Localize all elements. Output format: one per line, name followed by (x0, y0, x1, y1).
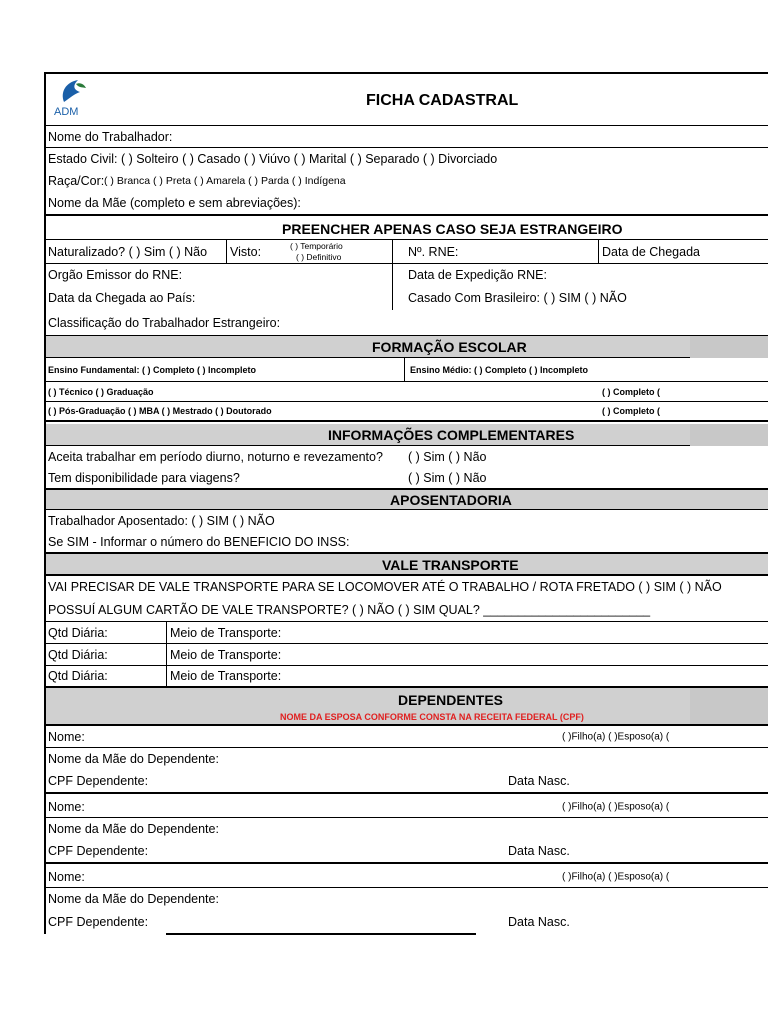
dependentes-note: NOME DA ESPOSA CONFORME CONSTA NA RECEITA FEDERAL (CPF) (280, 712, 584, 722)
row-dependente-1-nome[interactable] (46, 726, 768, 748)
section-estrangeiro (46, 218, 768, 240)
section-dependentes-title: DEPENDENTES (398, 692, 504, 708)
row-nome-trabalhador[interactable] (46, 126, 768, 148)
registration-form (44, 72, 768, 934)
row-naturalizado[interactable] (46, 240, 768, 264)
row-beneficio[interactable] (46, 532, 768, 554)
nome-trabalhador-label: Nome do Trabalhador: (48, 129, 173, 144)
viagens-options: ( ) Sim ( ) Não (408, 471, 487, 485)
section-estrangeiro-title: PREENCHER APENAS CASO SEJA ESTRANGEIRO (282, 221, 623, 237)
row-dependente-2-mae[interactable] (46, 818, 768, 840)
data-expedicao-label: Data de Expedição RNE: (408, 268, 547, 282)
data-chegada-label: Data de Chegada (602, 244, 700, 259)
visto-label: Visto: (230, 244, 262, 259)
meio-transporte-label: Meio de Transporte: (170, 625, 282, 640)
raca-options: ( ) Branca ( ) Preta ( ) Amarela ( ) Parda ( ) Indígena (104, 175, 346, 187)
dependente-mae-label: Nome da Mãe do Dependente: (48, 892, 219, 906)
visto-definitivo: ( ) Definitivo (296, 252, 342, 262)
rne-label: Nº. RNE: (408, 244, 459, 259)
raca-label: Raça/Cor: (48, 174, 105, 188)
casado-brasileiro-label: Casado Com Brasileiro: ( ) SIM ( ) NÃO (408, 291, 627, 305)
vale-question-2: POSSUÍ ALGUM CARTÃO DE VALE TRANSPORTE? ( ) NÃO ( ) SIM QUAL? ________________________ (48, 602, 651, 617)
ensino-medio-label: Ensino Médio: ( ) Completo ( ) Incompleto (410, 364, 588, 375)
section-aposentadoria (46, 490, 768, 510)
row-dependente-3-mae[interactable] (46, 888, 768, 910)
row-aposentado[interactable] (46, 510, 768, 532)
tecnico-completo: ( ) Completo ( (602, 386, 660, 397)
classificacao-label: Classificação do Trabalhador Estrangeiro: (48, 315, 281, 330)
divider (166, 622, 167, 643)
section-complementares (46, 424, 768, 446)
row-dependente-3-nome[interactable] (46, 866, 768, 888)
section-formacao-title: FORMAÇÃO ESCOLAR (372, 339, 527, 355)
qtd-diaria-label: Qtd Diária: (48, 647, 108, 662)
section-complementares-title: INFORMAÇÕES COMPLEMENTARES (328, 427, 575, 443)
pos-graduacao-label: ( ) Pós-Graduação ( ) MBA ( ) Mestrado ( ) Doutorado (48, 406, 272, 416)
row-transporte-3[interactable] (46, 666, 768, 688)
beneficio-label: Se SIM - Informar o número do BENEFICIO DO INSS: (48, 535, 350, 549)
row-orgao-emissor[interactable] (46, 264, 768, 286)
dependente-mae-label: Nome da Mãe do Dependente: (48, 822, 219, 836)
dependente-parentesco: ( )Filho(a) ( )Esposo(a) ( (562, 731, 670, 742)
qtd-diaria-label: Qtd Diária: (48, 669, 108, 683)
row-transporte-2[interactable] (46, 644, 768, 666)
row-tecnico[interactable] (46, 382, 768, 402)
data-chegada-pais-label: Data da Chegada ao País: (48, 291, 196, 305)
orgao-emissor-label: Orgão Emissor do RNE: (48, 268, 183, 282)
row-estado-civil[interactable] (46, 148, 768, 170)
pos-completo: ( ) Completo ( (602, 406, 660, 416)
dependente-parentesco: ( )Filho(a) ( )Esposo(a) ( (562, 801, 670, 812)
meio-transporte-label: Meio de Transporte: (170, 647, 282, 662)
divider (166, 644, 167, 665)
row-pos-graduacao[interactable] (46, 402, 768, 422)
section-dependentes (46, 688, 768, 726)
nome-mae-label: Nome da Mãe (completo e sem abreviações): (48, 196, 301, 210)
row-periodo[interactable] (46, 446, 768, 468)
viagens-label: Tem disponibilidade para viagens? (48, 471, 240, 485)
dependente-parentesco: ( )Filho(a) ( )Esposo(a) ( (562, 871, 670, 882)
row-transporte-1[interactable] (46, 622, 768, 644)
vale-question-1: VAI PRECISAR DE VALE TRANSPORTE PARA SE LOCOMOVER ATÉ O TRABALHO / ROTA FRETADO ( ) SIM ( ) NÃO (48, 580, 722, 594)
ensino-fundamental-label: Ensino Fundamental: ( ) Completo ( ) Incompleto (48, 364, 256, 375)
row-dependente-2-nome[interactable] (46, 796, 768, 818)
row-classificacao[interactable] (46, 310, 768, 336)
row-dependente-1-cpf[interactable] (46, 770, 768, 794)
page-title: FICHA CADASTRAL (366, 92, 519, 109)
dependente-data-nasc-label: Data Nasc. (508, 844, 570, 858)
dependente-nome-label: Nome: (48, 869, 85, 884)
divider (392, 286, 393, 310)
meio-transporte-label: Meio de Transporte: (170, 669, 282, 683)
dependente-mae-label: Nome da Mãe do Dependente: (48, 752, 219, 766)
band-ext-formacao (690, 336, 768, 358)
divider (598, 240, 599, 263)
section-aposentadoria-title: APOSENTADORIA (390, 492, 512, 508)
divider (166, 666, 167, 686)
row-dependente-2-cpf[interactable] (46, 840, 768, 864)
section-vale-title: VALE TRANSPORTE (382, 557, 519, 573)
row-chegada-pais[interactable] (46, 286, 768, 310)
section-vale (46, 554, 768, 576)
dependente-nome-label: Nome: (48, 799, 85, 814)
divider (392, 264, 393, 286)
band-ext-complementares (690, 424, 768, 446)
naturalizado-label: Naturalizado? ( ) Sim ( ) Não (48, 244, 208, 259)
estado-civil-label: Estado Civil: ( ) Solteiro ( ) Casado ( ) Viúvo ( ) Marital ( ) Separado ( ) Divorciado (48, 152, 498, 166)
row-vale-q2[interactable] (46, 598, 768, 622)
row-viagens[interactable] (46, 468, 768, 490)
dependente-data-nasc-label: Data Nasc. (508, 774, 570, 788)
dependente-data-nasc-label: Data Nasc. (508, 915, 570, 929)
row-dependente-1-mae[interactable] (46, 748, 768, 770)
header-row (46, 74, 768, 126)
visto-temporario: ( ) Temporário (290, 241, 343, 251)
aposentado-label: Trabalhador Aposentado: ( ) SIM ( ) NÃO (48, 514, 275, 528)
section-formacao (46, 336, 768, 358)
row-nome-mae[interactable] (46, 192, 768, 216)
tecnico-label: ( ) Técnico ( ) Graduação (48, 386, 154, 397)
dependente-nome-label: Nome: (48, 729, 85, 744)
row-raca[interactable] (46, 170, 768, 192)
divider (404, 358, 405, 381)
periodo-options: ( ) Sim ( ) Não (408, 450, 487, 464)
divider (226, 240, 227, 263)
dependente-cpf-label: CPF Dependente: (48, 915, 149, 929)
row-ensino-fundamental[interactable] (46, 358, 768, 382)
row-dependente-3-cpf[interactable] (46, 910, 768, 934)
logo-text: ADM (54, 106, 79, 118)
row-vale-q1[interactable] (46, 576, 768, 598)
divider (392, 240, 393, 263)
dependente-cpf-label: CPF Dependente: (48, 844, 149, 858)
dependente-cpf-label: CPF Dependente: (48, 774, 149, 788)
cpf-underline (166, 933, 476, 935)
qtd-diaria-label: Qtd Diária: (48, 625, 108, 640)
band-ext-dependentes (690, 688, 768, 724)
periodo-label: Aceita trabalhar em período diurno, noturno e revezamento? (48, 450, 383, 464)
